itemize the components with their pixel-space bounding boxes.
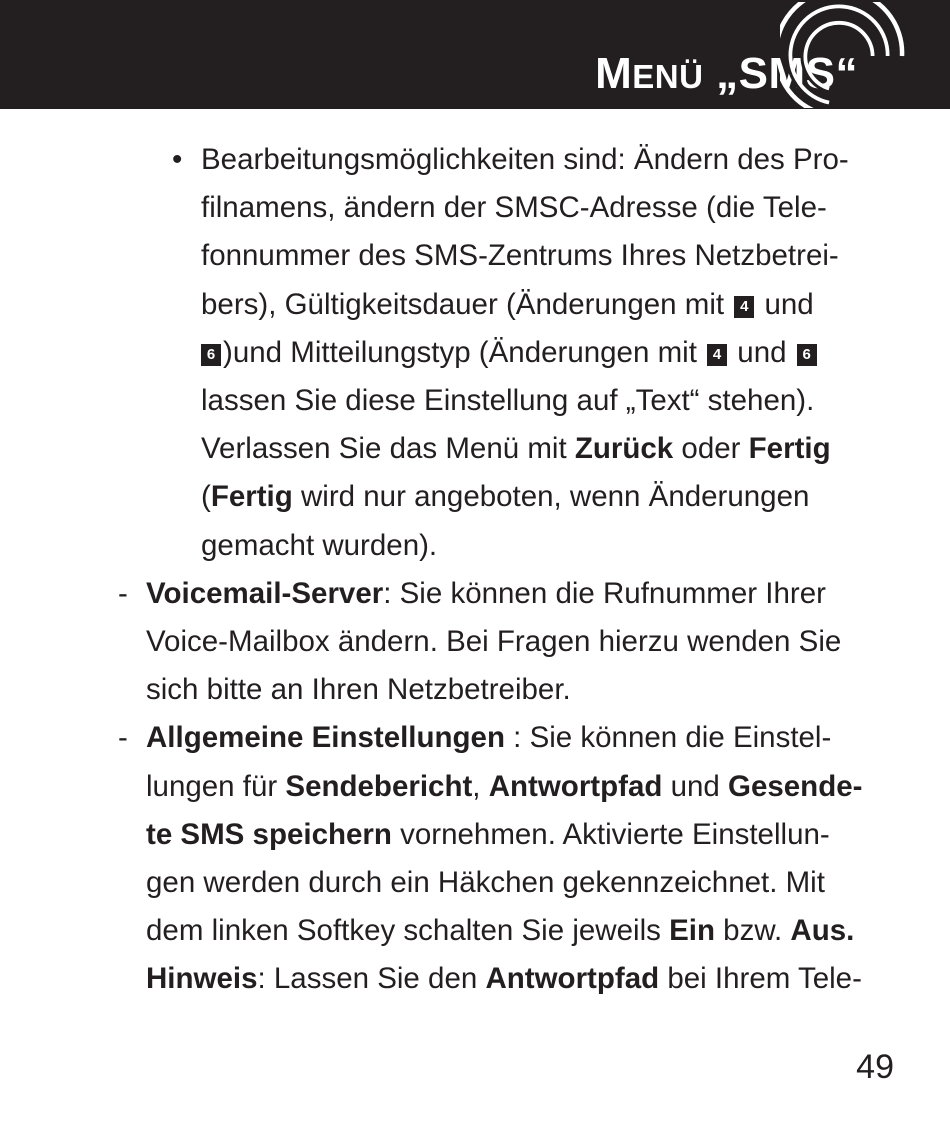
text-line: te SMS speichern vornehmen. Aktivierte Einstellun- [146,818,830,851]
general-settings-term: Allgemeine Einstellungen [146,721,505,754]
text-line: Hinweis: Lassen Sie den Antwortpfad bei Ihrem Tele- [146,962,862,995]
text-line: Verlassen Sie das Menü mit Zurück oder Fertig [201,432,831,465]
page-title: MENÜ „SMS“ [595,49,858,98]
dash-marker: - [118,577,128,610]
text-line: filnamens, ändern der SMSC-Adresse (die Tele- [201,191,827,224]
page-number: 49 [856,1048,894,1086]
text-line: (Fertig wird nur angeboten, wenn Änderungen [201,480,810,513]
dash-marker: - [118,721,128,754]
text-line: bers), Gültigkeitsdauer (Änderungen mit 4 und [201,288,814,321]
key-6-icon: 6 [201,344,221,366]
text-line: fonnummer des SMS-Zentrums Ihres Netzbetrei- [201,239,839,272]
text-line: 6 )und Mitteilungstyp (Änderungen mit 4 und 6 [199,329,819,377]
text-line: gen werden durch ein Häkchen gekennzeichnet. Mit [146,866,825,899]
key-4-icon: 4 [734,296,754,318]
text-line: lungen für Sendebericht, Antwortpfad und Gesende- [146,770,863,803]
text-line: sich bitte an Ihren Netzbetreiber. [146,673,571,706]
key-4-icon: 4 [707,344,727,366]
bullet-marker: • [172,143,183,176]
voicemail-server-term: Voicemail-Server [146,577,384,610]
text-line: Allgemeine Einstellungen : Sie können die Einstel- [146,721,832,754]
key-6-icon: 6 [797,344,817,366]
text-line: Bearbeitungsmöglichkeiten sind: Ändern des Pro- [201,143,849,176]
text-line: Voice-Mailbox ändern. Bei Fragen hierzu wenden Sie [146,625,842,658]
text-line: gemacht wurden). [201,529,438,562]
sms-signal-icon [780,2,930,108]
text-line: lassen Sie diese Einstellung auf „Text“ stehen). [201,384,815,417]
text-line: Voicemail-Server: Sie können die Rufnummer Ihrer [146,577,826,610]
text-line: dem linken Softkey schalten Sie jeweils Ein bzw. Aus. [146,914,855,947]
